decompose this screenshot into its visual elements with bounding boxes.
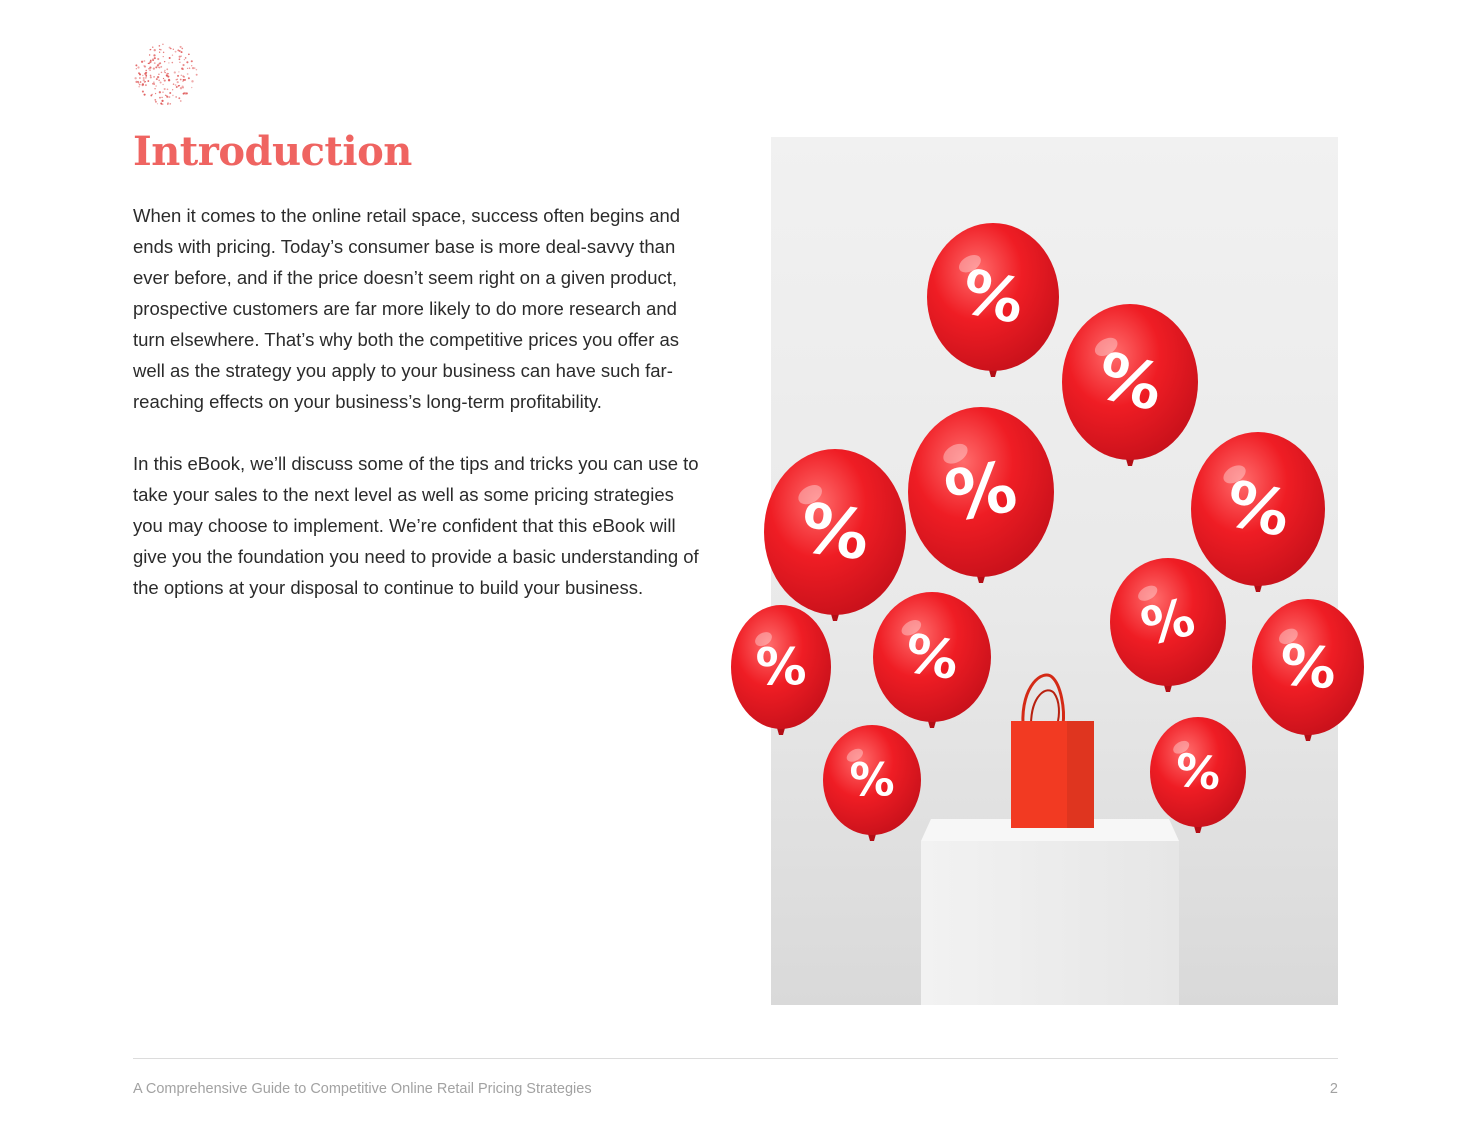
balloon-percent-label: % bbox=[1277, 632, 1339, 703]
balloon-percent-label: % bbox=[795, 488, 875, 577]
footer-divider bbox=[133, 1058, 1338, 1059]
balloons-photo bbox=[755, 137, 1339, 1005]
balloon-percent-label: % bbox=[1172, 743, 1224, 801]
intro-body bbox=[133, 200, 708, 634]
shopping-bag-shade bbox=[1067, 721, 1094, 828]
display-cube-front bbox=[921, 841, 1179, 1005]
footer-document-title: A Comprehensive Guide to Competitive Online Retail Pricing Strategies bbox=[133, 1081, 592, 1097]
dotted-globe-icon bbox=[132, 40, 200, 108]
balloon-percent-label: % bbox=[1089, 339, 1170, 427]
balloon-percent-label: % bbox=[1135, 587, 1201, 659]
balloon-percent-label: % bbox=[955, 256, 1031, 339]
intro-paragraph-1: When it comes to the online retail space, success often begins and ends with pricing. Today’s consumer base is more deal-savvy than ever before, and if the price doesn’t seem right on a given product, prospective customers are far more likely to do more research and turn elsewhere. That’s why both the competitive prices you offer as well as the strategy you apply to your business can have such far-reaching effects on your business’s long-term profitability. bbox=[133, 205, 681, 412]
balloon-percent-label: % bbox=[900, 623, 964, 693]
page-title: Introduction bbox=[133, 128, 412, 175]
intro-paragraph-2: In this eBook, we’ll discuss some of the tips and tricks you can use to take your sales to the next level as well as some pricing strategies you may choose to implement. We’re confident that this eBook will give you the foundation you need to provide a basic understanding of the options at your disposal to continue to build your business. bbox=[133, 453, 699, 598]
balloon-percent-label: % bbox=[755, 638, 807, 698]
balloon-percent-label: % bbox=[849, 753, 895, 807]
balloon-percent-label: % bbox=[1219, 466, 1297, 552]
balloon-percent-label: % bbox=[939, 445, 1023, 539]
page-number: 2 bbox=[1329, 1081, 1338, 1097]
